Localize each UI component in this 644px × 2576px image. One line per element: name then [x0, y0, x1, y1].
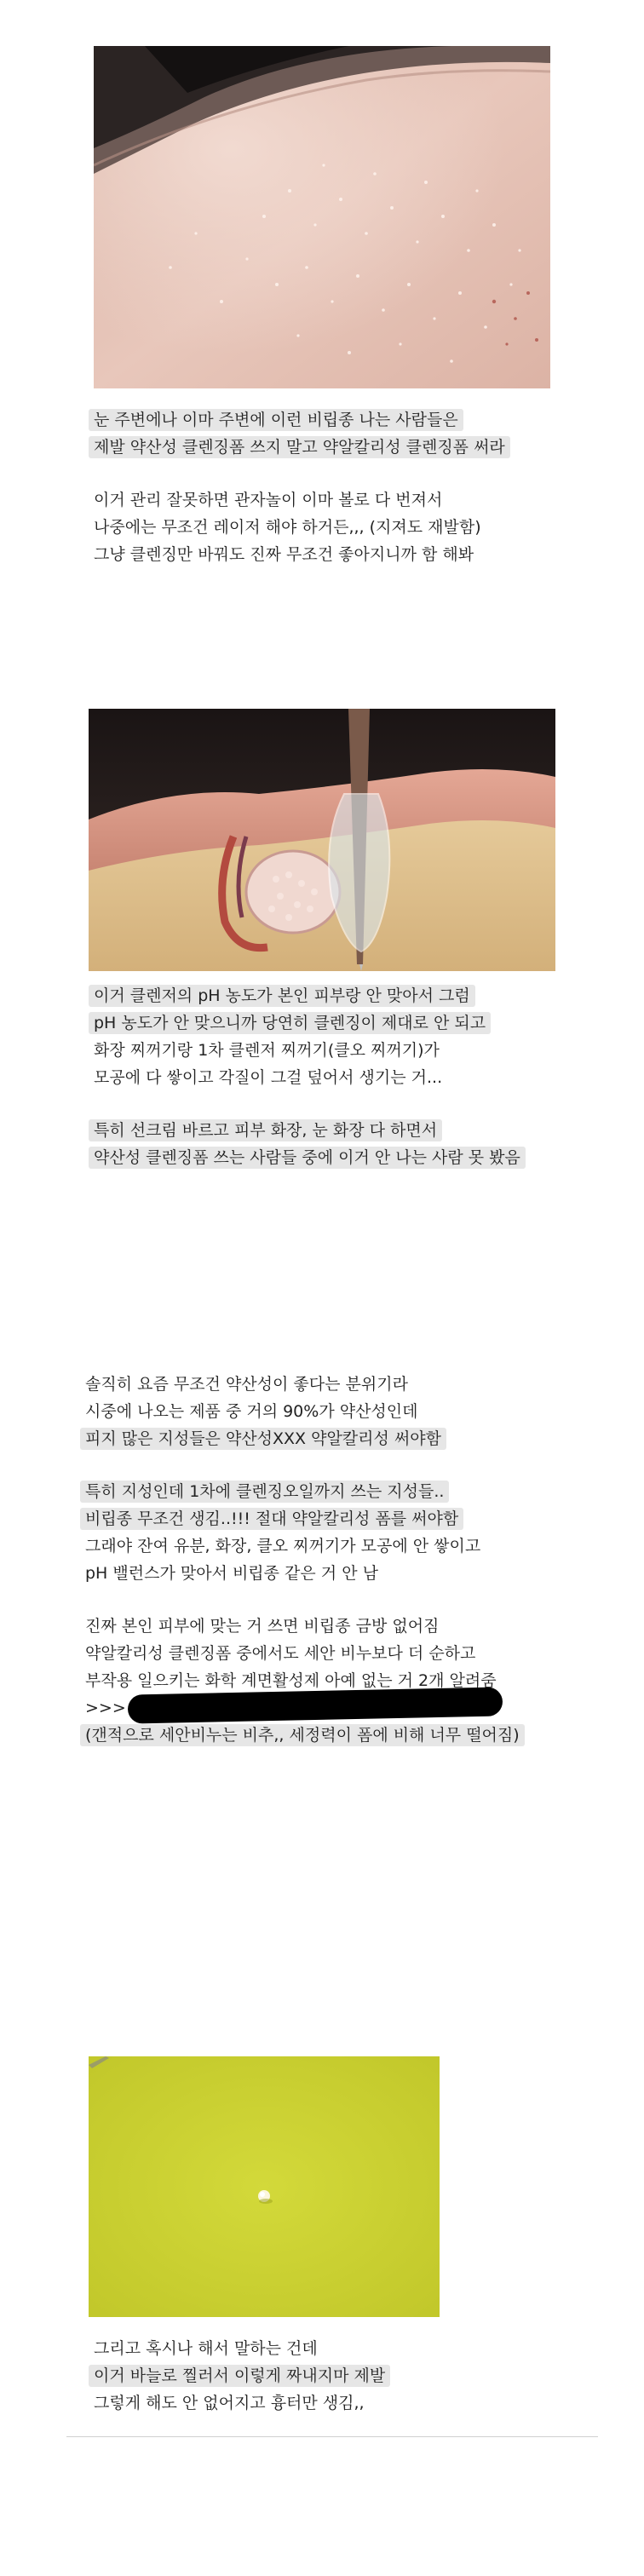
section3-line-8: 진짜 본인 피부에 맞는 거 쓰면 비립종 금방 없어짐	[85, 1617, 440, 1636]
section3-line-2: 시중에 나오는 제품 중 거의 90%가 약산성인데	[85, 1402, 418, 1421]
section3-line-4: 특히 지성인데 1차에 클렌징오일까지 쓰는 지성들..	[80, 1481, 449, 1503]
section2-line-1: 이거 클렌저의 pH 농도가 본인 피부랑 안 맞아서 그럼	[89, 985, 475, 1007]
section1-line-1: 눈 주변에나 이마 주변에 이런 비립종 나는 사람들은	[89, 409, 463, 431]
section2-line-3: 화장 찌꺼기랑 1차 클렌저 찌꺼기(클오 찌꺼기)가	[94, 1041, 440, 1060]
section3-line-10: 부작용 일으키는 화학 계면활성제 아예 없는 거 2개 알려줌	[85, 1671, 497, 1690]
section3-line-6: 그래야 잔여 유분, 화장, 클오 찌꺼기가 모공에 안 쌓이고	[85, 1537, 481, 1555]
section3-line-3: 피지 많은 지성들은 약산성XXX 약알칼리성 써야함	[80, 1428, 446, 1450]
section4-line-2: 이거 바늘로 찔러서 이렇게 짜내지마 제발	[89, 2365, 390, 2387]
section2-line-5: 특히 선크림 바르고 피부 화장, 눈 화장 다 하면서	[89, 1119, 442, 1141]
section3-line-1: 솔직히 요즘 무조건 약산성이 좋다는 분위기라	[85, 1375, 408, 1394]
section1-line-3: 이거 관리 잘못하면 관자놀이 이마 볼로 다 번져서	[94, 491, 443, 509]
section1-line-5: 그냥 클렌징만 바꿔도 진짜 무조건 좋아지니까 함 해봐	[94, 545, 474, 564]
section3-line-11: >>>	[85, 1699, 126, 1717]
section3-line-12: (갠적으로 세안비누는 비추,, 세정력이 폼에 비해 너무 떨어짐)	[80, 1724, 525, 1746]
section3-line-5: 비립종 무조건 생김..!!! 절대 약알칼리성 폼를 써야함	[80, 1508, 463, 1530]
section3-line-9: 약알칼리성 클렌징폼 중에서도 세안 비누보다 더 순하고	[85, 1644, 476, 1663]
section4-line-3: 그렇게 해도 안 없어지고 흉터만 생김,,	[94, 2394, 365, 2412]
section2-line-2: pH 농도가 안 맞으니까 당연히 클렌징이 제대로 안 되고	[89, 1012, 491, 1034]
section2-line-6: 약산성 클렌징폼 쓰는 사람들 중에 이거 안 나는 사람 못 봤음	[89, 1147, 526, 1169]
bottom-divider	[66, 2436, 598, 2437]
cross-section-illustration	[89, 709, 555, 971]
section1-line-2: 제발 약산성 클렌징폼 쓰지 말고 약알칼리성 클렌징폼 써라	[89, 436, 510, 458]
section4-line-1: 그리고 혹시나 해서 말하는 건데	[94, 2339, 318, 2358]
section2-line-4: 모공에 다 쌓이고 각질이 그걸 덮어서 생기는 거...	[94, 1068, 443, 1087]
section3-line-7: pH 밸런스가 맞아서 비립종 같은 거 안 남	[85, 1564, 378, 1583]
yellow-needle-photo	[89, 2056, 440, 2317]
section1-line-4: 나중에는 무조건 레이저 해야 하거든,,, (지져도 재발함)	[94, 518, 481, 537]
skin-milia-photo	[94, 46, 550, 388]
redaction-mark	[128, 1687, 503, 1723]
